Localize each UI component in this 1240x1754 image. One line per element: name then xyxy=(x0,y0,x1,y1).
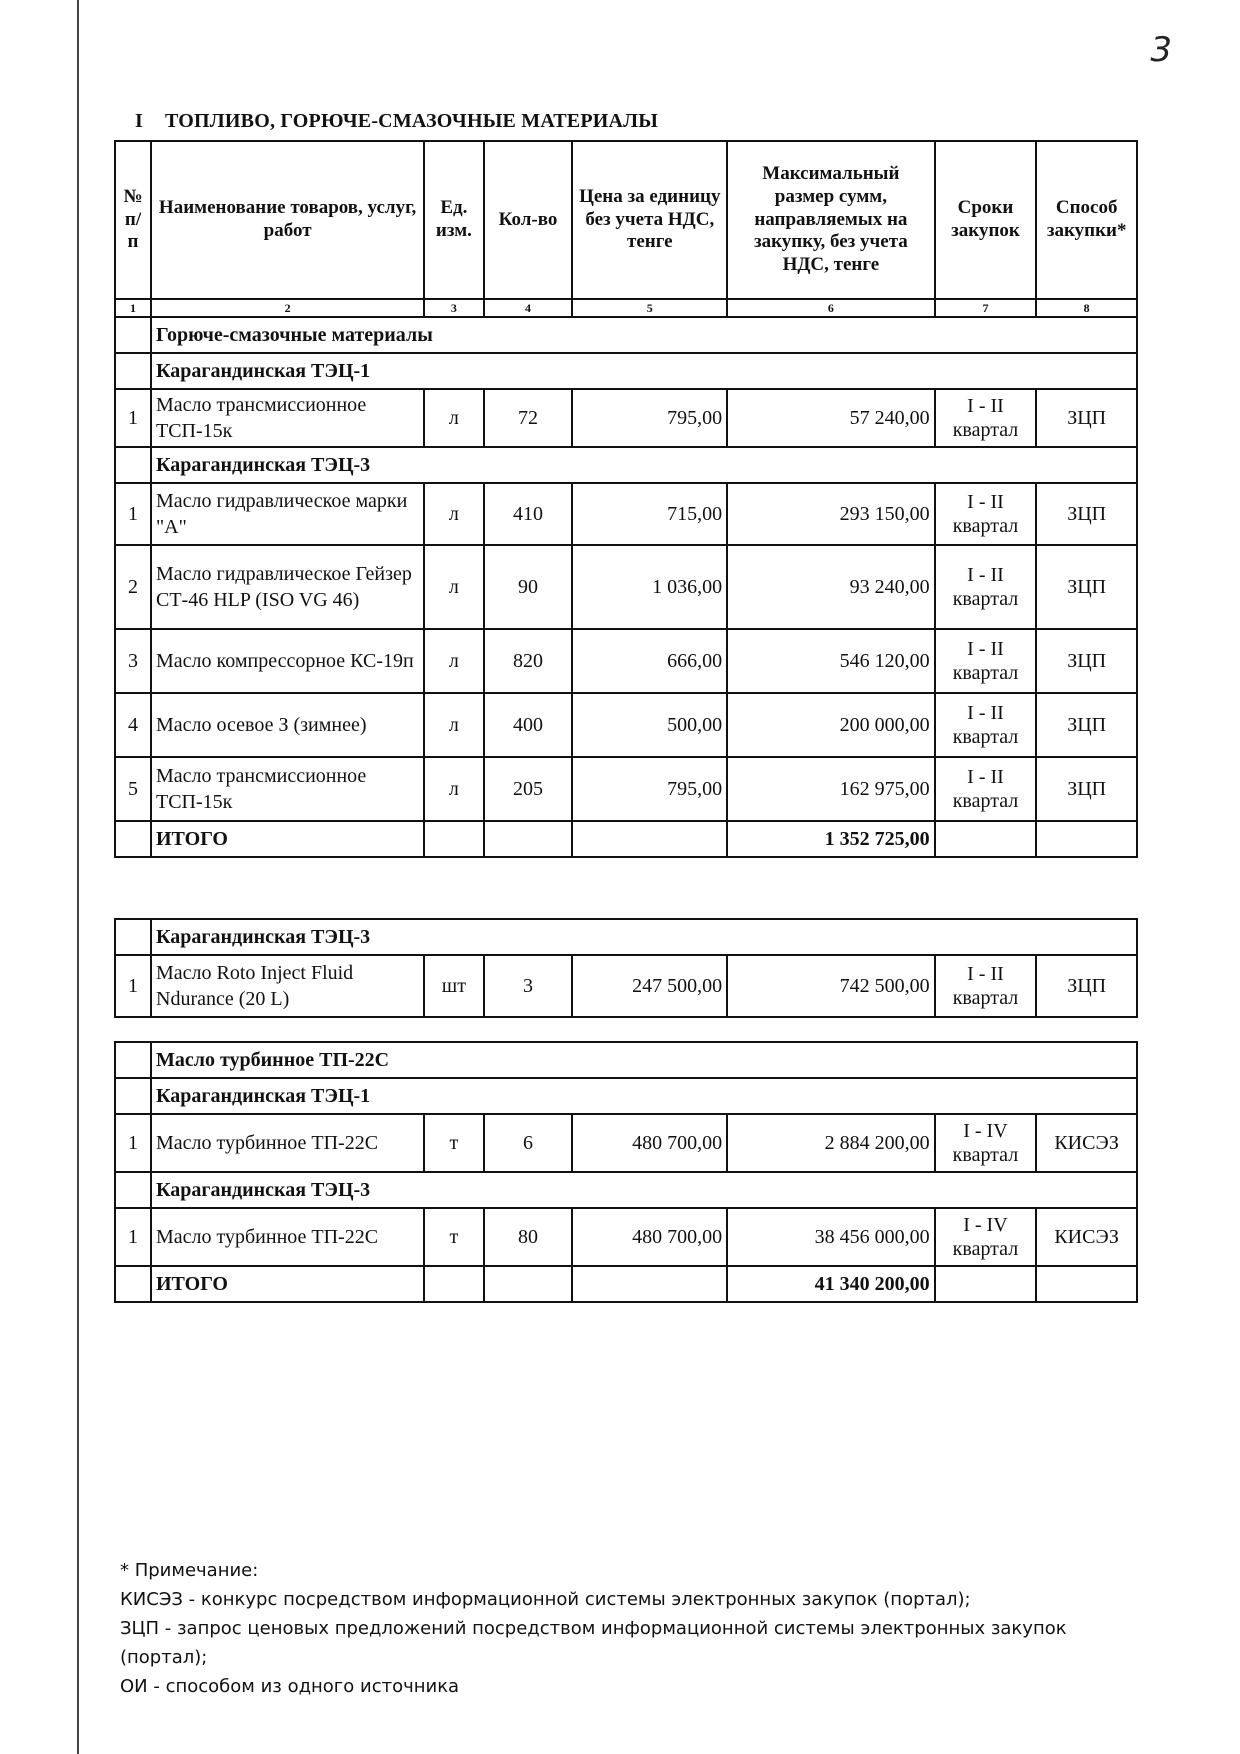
table-row xyxy=(115,955,1137,1017)
table-row xyxy=(115,1208,1137,1266)
item-price: 247 500,00 xyxy=(572,955,727,1017)
item-period: I - II квартал xyxy=(935,757,1037,821)
item-price: 795,00 xyxy=(572,757,727,821)
item-sum: 2 884 200,00 xyxy=(727,1114,935,1172)
total-sum: 41 340 200,00 xyxy=(727,1266,935,1302)
item-unit: л xyxy=(424,545,483,629)
col-header-unit: Ед. изм. xyxy=(424,141,483,299)
item-qty: 205 xyxy=(484,757,573,821)
item-sum: 742 500,00 xyxy=(727,955,935,1017)
item-price: 795,00 xyxy=(572,389,727,447)
item-name: Масло трансмиссионное ТСП-15к xyxy=(151,389,424,447)
roto-inject-table xyxy=(114,918,1138,1018)
plant-row xyxy=(115,1078,1137,1114)
item-unit: т xyxy=(424,1114,483,1172)
plant-label: Карагандинская ТЭЦ-3 xyxy=(151,1172,1137,1208)
item-qty: 90 xyxy=(484,545,573,629)
plant-row xyxy=(115,353,1137,389)
item-name: Масло компрессорное КС-19п xyxy=(151,629,424,693)
table-row xyxy=(115,389,1137,447)
item-name: Масло турбинное ТП-22С xyxy=(151,1114,424,1172)
section-title xyxy=(135,110,658,133)
row-number: 2 xyxy=(115,545,151,629)
category-row xyxy=(115,317,1137,353)
item-method: КИСЭЗ xyxy=(1036,1114,1137,1172)
item-unit: л xyxy=(424,693,483,757)
total-label: ИТОГО xyxy=(151,821,424,857)
item-period: I - II квартал xyxy=(935,483,1037,545)
item-qty: 80 xyxy=(484,1208,573,1266)
row-number: 3 xyxy=(115,629,151,693)
category-row xyxy=(115,1042,1137,1078)
item-price: 666,00 xyxy=(572,629,727,693)
turbine-oil-table xyxy=(114,1041,1138,1303)
col-index: 3 xyxy=(424,299,483,317)
table-row xyxy=(115,757,1137,821)
column-index-row xyxy=(115,299,1137,317)
item-unit: т xyxy=(424,1208,483,1266)
table-row xyxy=(115,693,1137,757)
section-number: I xyxy=(135,110,143,132)
item-method: ЗЦП xyxy=(1036,757,1137,821)
page-number: 3 xyxy=(1150,30,1172,70)
item-period: I - II квартал xyxy=(935,693,1037,757)
item-qty: 72 xyxy=(484,389,573,447)
col-header-qty: Кол-во xyxy=(484,141,573,299)
item-sum: 162 975,00 xyxy=(727,757,935,821)
row-number: 1 xyxy=(115,955,151,1017)
item-method: КИСЭЗ xyxy=(1036,1208,1137,1266)
footnote-line: КИСЭЗ - конкурс посредством информационной системы электронных закупок (портал); xyxy=(120,1589,971,1610)
col-header-number: № п/п xyxy=(115,141,151,299)
col-index: 2 xyxy=(151,299,424,317)
section-title-text: ТОПЛИВО, ГОРЮЧЕ-СМАЗОЧНЫЕ МАТЕРИАЛЫ xyxy=(165,110,659,132)
item-sum: 57 240,00 xyxy=(727,389,935,447)
item-period: I - II квартал xyxy=(935,629,1037,693)
item-price: 480 700,00 xyxy=(572,1208,727,1266)
item-sum: 293 150,00 xyxy=(727,483,935,545)
item-sum: 38 456 000,00 xyxy=(727,1208,935,1266)
item-price: 480 700,00 xyxy=(572,1114,727,1172)
item-period: I - IV квартал xyxy=(935,1208,1037,1266)
category-label: Горюче-смазочные материалы xyxy=(151,317,1137,353)
plant-label: Карагандинская ТЭЦ-3 xyxy=(151,919,1137,955)
item-sum: 93 240,00 xyxy=(727,545,935,629)
item-qty: 820 xyxy=(484,629,573,693)
item-method: ЗЦП xyxy=(1036,955,1137,1017)
col-index: 1 xyxy=(115,299,151,317)
item-name: Масло осевое З (зимнее) xyxy=(151,693,424,757)
row-number: 1 xyxy=(115,1114,151,1172)
plant-row xyxy=(115,919,1137,955)
item-method: ЗЦП xyxy=(1036,629,1137,693)
plant-label: Карагандинская ТЭЦ-3 xyxy=(151,447,1137,483)
item-qty: 6 xyxy=(484,1114,573,1172)
table-row xyxy=(115,629,1137,693)
category-label: Масло турбинное ТП-22С xyxy=(151,1042,1137,1078)
item-price: 1 036,00 xyxy=(572,545,727,629)
row-number: 1 xyxy=(115,389,151,447)
item-method: ЗЦП xyxy=(1036,545,1137,629)
item-sum: 546 120,00 xyxy=(727,629,935,693)
table-row xyxy=(115,483,1137,545)
item-period: I - II квартал xyxy=(935,955,1037,1017)
total-label: ИТОГО xyxy=(151,1266,424,1302)
item-price: 715,00 xyxy=(572,483,727,545)
col-header-method: Способ закупки* xyxy=(1036,141,1137,299)
header-row xyxy=(115,141,1137,299)
item-method: ЗЦП xyxy=(1036,693,1137,757)
item-price: 500,00 xyxy=(572,693,727,757)
item-name: Масло гидравлическое марки "А" xyxy=(151,483,424,545)
footnote-line: ОИ - способом из одного источника xyxy=(120,1676,460,1697)
table-row xyxy=(115,545,1137,629)
item-unit: л xyxy=(424,389,483,447)
col-header-name: Наименование товаров, услуг, работ xyxy=(151,141,424,299)
footnote-line: ЗЦП - запрос ценовых предложений посредством информационной системы электронных закупок (портал); xyxy=(120,1618,1067,1668)
item-qty: 3 xyxy=(484,955,573,1017)
row-number: 1 xyxy=(115,1208,151,1266)
footnote xyxy=(120,1556,1100,1701)
item-period: I - II квартал xyxy=(935,389,1037,447)
col-index: 7 xyxy=(935,299,1037,317)
item-period: I - II квартал xyxy=(935,545,1037,629)
item-qty: 400 xyxy=(484,693,573,757)
item-unit: л xyxy=(424,757,483,821)
total-sum: 1 352 725,00 xyxy=(727,821,935,857)
fuel-lubricants-table xyxy=(114,140,1138,858)
row-number: 1 xyxy=(115,483,151,545)
item-name: Масло Roto Inject Fluid Ndurance (20 L) xyxy=(151,955,424,1017)
col-index: 5 xyxy=(572,299,727,317)
col-index: 8 xyxy=(1036,299,1137,317)
col-header-price: Цена за единицу без учета НДС, тенге xyxy=(572,141,727,299)
footnote-title: * Примечание: xyxy=(120,1560,259,1581)
table-row xyxy=(115,1114,1137,1172)
plant-label: Карагандинская ТЭЦ-1 xyxy=(151,1078,1137,1114)
total-row xyxy=(115,1266,1137,1302)
item-method: ЗЦП xyxy=(1036,389,1137,447)
item-unit: л xyxy=(424,483,483,545)
plant-row xyxy=(115,1172,1137,1208)
item-unit: л xyxy=(424,629,483,693)
item-qty: 410 xyxy=(484,483,573,545)
plant-row xyxy=(115,447,1137,483)
col-index: 4 xyxy=(484,299,573,317)
total-row xyxy=(115,821,1137,857)
row-number: 5 xyxy=(115,757,151,821)
item-period: I - IV квартал xyxy=(935,1114,1037,1172)
item-unit: шт xyxy=(424,955,483,1017)
item-name: Масло трансмиссионное ТСП-15к xyxy=(151,757,424,821)
row-number: 4 xyxy=(115,693,151,757)
col-index: 6 xyxy=(727,299,935,317)
item-method: ЗЦП xyxy=(1036,483,1137,545)
item-sum: 200 000,00 xyxy=(727,693,935,757)
col-header-max-sum: Максимальный размер сумм, направляемых на закупку, без учета НДС, тенге xyxy=(727,141,935,299)
binding-margin-line xyxy=(77,0,79,1754)
item-name: Масло турбинное ТП-22С xyxy=(151,1208,424,1266)
plant-label: Карагандинская ТЭЦ-1 xyxy=(151,353,1137,389)
item-name: Масло гидравлическое Гейзер СТ-46 HLP (ISO VG 46) xyxy=(151,545,424,629)
col-header-period: Сроки закупок xyxy=(935,141,1037,299)
